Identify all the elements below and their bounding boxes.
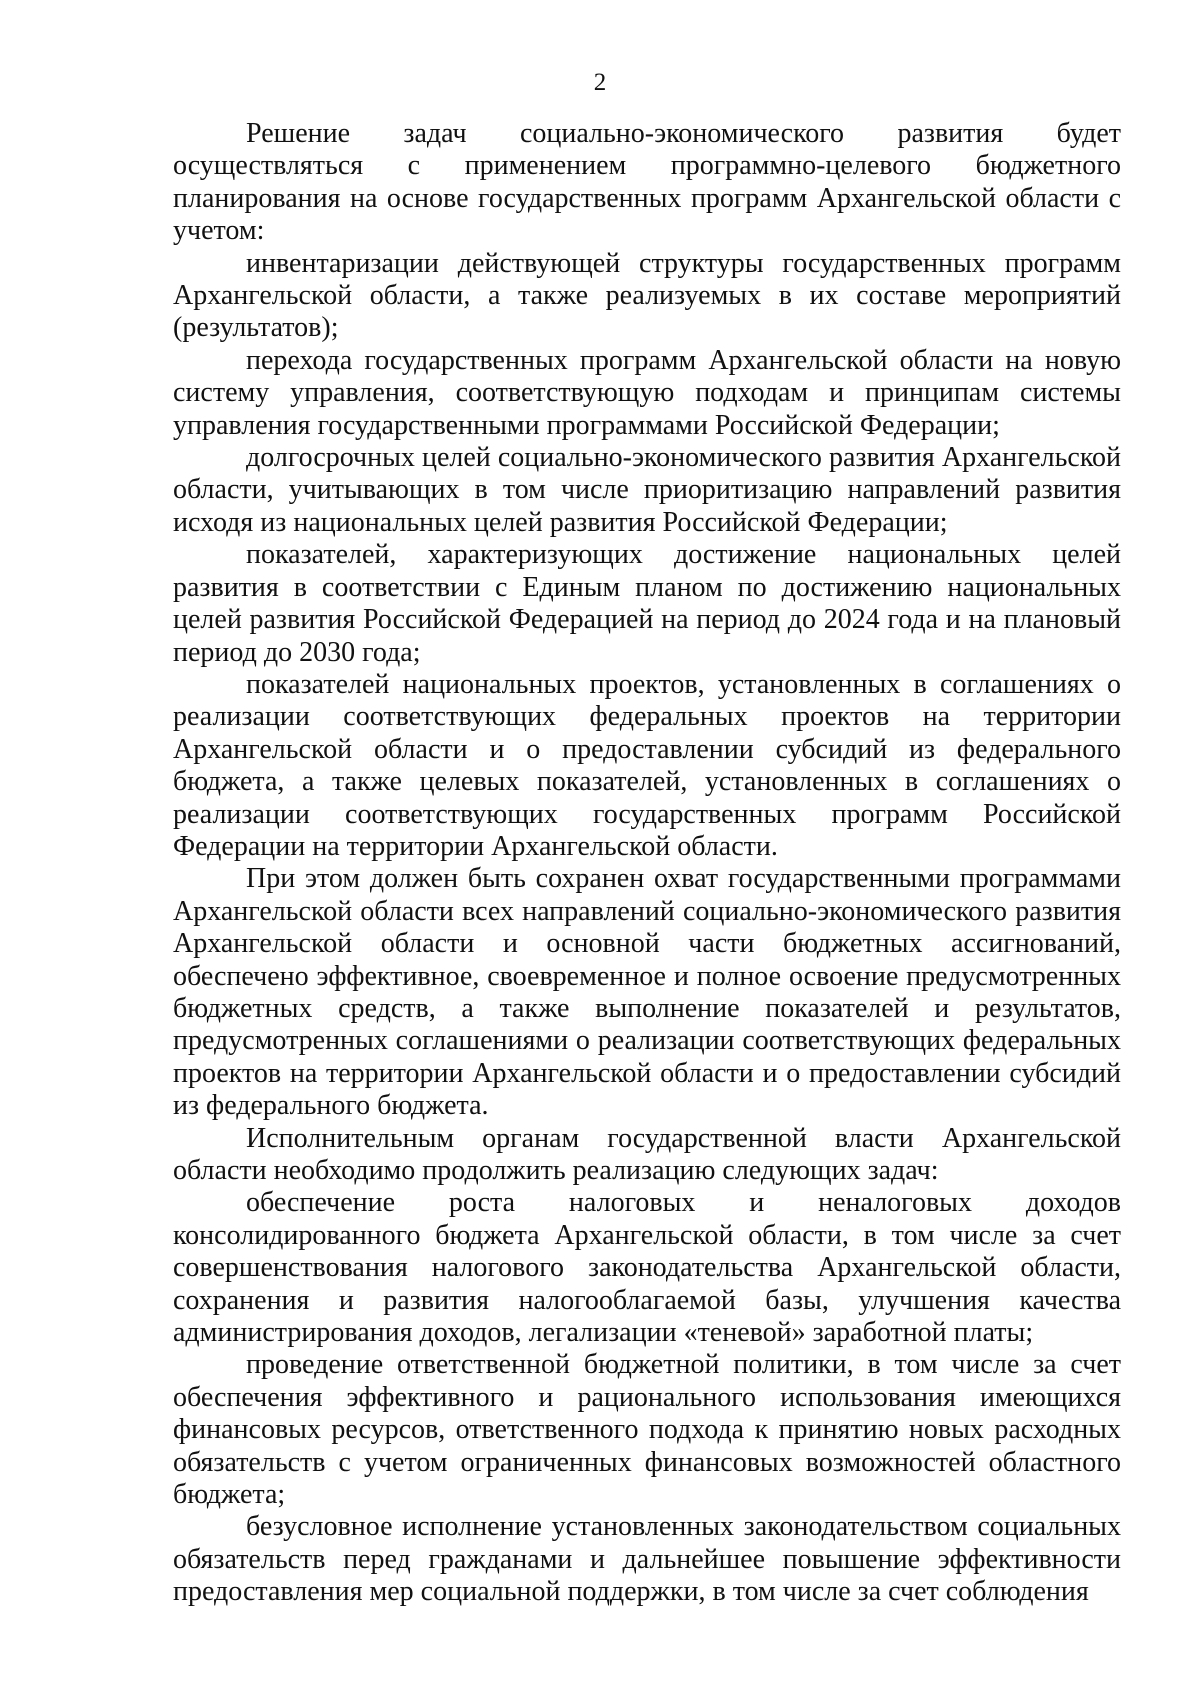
document-body — [173, 118, 1121, 1609]
paragraph: Исполнительным органам государственной власти Архангельской области необходимо продолжить реализацию следующих задач: — [173, 1122, 1121, 1186]
paragraph: долгосрочных целей социально-экономического развития Архангельской области, учитывающих в том числе приоритизацию направлений развития исходя из национальных целей развития Российской Федерации; — [173, 442, 1121, 538]
paragraph: показателей, характеризующих достижение национальных целей развития в соответствии с Единым планом по достижению национальных целей развития Российской Федерацией на период до 2024 года и на плановый период до 2030 года; — [173, 539, 1121, 668]
paragraph: Решение задач социально-экономического развития будет осуществляться с применением программно-целевого бюджетного планирования на основе государственных программ Архангельской области с учетом: — [173, 118, 1121, 247]
paragraph: показателей национальных проектов, установленных в соглашениях о реализации соответствующих федеральных проектов на территории Архангельской области и о предоставлении субсидий из федерального бюджета, а также целевых показателей, установленных в соглашениях о реализации соответствующих государственных программ Российской Федерации на территории Архангельской области. — [173, 668, 1121, 862]
paragraph: перехода государственных программ Архангельской области на новую систему управления, соответствующую подходам и принципам системы управления государственными программами Российской Федерации; — [173, 344, 1121, 441]
paragraph: При этом должен быть сохранен охват государственными программами Архангельской области всех направлений социально-экономического развития Архангельской области и основной части бюджетных ассигнований, обеспечено эффективное, своевременное и полное освоение предусмотренных бюджетных средств, а также выполнение показателей и результатов, предусмотренных соглашениями о реализации соответствующих федеральных проектов на территории Архангельской области и о предоставлении субсидий из федерального бюджета. — [173, 863, 1121, 1122]
page-number: 2 — [593, 69, 607, 96]
paragraph-last: безусловное исполнение установленных законодательством социальных обязательств перед гражданами и дальнейшее повышение эффективности предоставления мер социальной поддержки, в том числе за счет соблюдения — [173, 1511, 1121, 1608]
paragraph: инвентаризации действующей структуры государственных программ Архангельской области, а также реализуемых в их составе мероприятий (результатов); — [173, 247, 1121, 344]
paragraph: обеспечение роста налоговых и неналоговых доходов консолидированного бюджета Архангельской области, в том числе за счет совершенствования налогового законодательства Архангельской области, сохранения и развития налогооблагаемой базы, улучшения качества администрирования доходов, легализации «теневой» заработной платы; — [173, 1187, 1121, 1349]
paragraph: проведение ответственной бюджетной политики, в том числе за счет обеспечения эффективного и рационального использования имеющихся финансовых ресурсов, ответственного подхода к принятию новых расходных обязательств с учетом ограниченных финансовых возможностей областного бюджета; — [173, 1349, 1121, 1511]
